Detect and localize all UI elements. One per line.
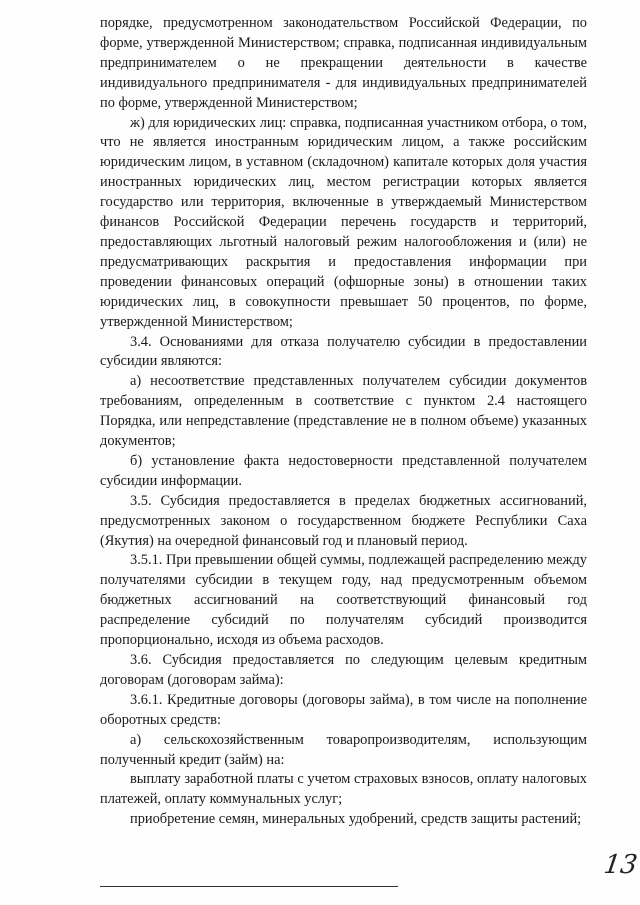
paragraph-3-4: 3.4. Основаниями для отказа получателю субсидии в предоставлении субсидии являются: bbox=[100, 333, 587, 370]
paragraph-3-5-1: 3.5.1. При превышении общей суммы, подлежащей распределению между получателями субсидии в текущем году, над предусмотренным объемом бюджетных ассигнований на соответствующий финансовый год распределение субсидий по получателям субсидий производится пропорционально, исходя из объема расходов. bbox=[100, 552, 587, 649]
paragraph-wages: выплату заработной платы с учетом страховых взносов, оплату налоговых платежей, оплату коммунальных услуг; bbox=[100, 771, 587, 808]
paragraph-zh-legal-entities: ж) для юридических лиц: справка, подписанная участником отбора, о том, что не является иностранным юридическим лицом, а также российским юридическим лицом, в уставном (складочном) капитале которых доля участия иностранных юридических лиц, местом регистрации которых является государство или территория, включенные в утверждаемый Министерством финансов Российской Федерации перечень государств и территорий, предоставляющих льготный налоговый режим налогообложения и (или) не предусматривающих раскрытия и предоставления информации при проведении финансовых операций (офшорные зоны) в отношении таких юридических лиц, в совокупности превышает 50 процентов, по форме, утвержденной Министерством; bbox=[100, 114, 587, 330]
footer-rule bbox=[100, 886, 398, 887]
paragraph-3-6-1: 3.6.1. Кредитные договоры (договоры займа), в том числе на пополнение оборотных средств: bbox=[100, 691, 587, 728]
paragraph-3-4-a: а) несоответствие представленных получателем субсидии документов требованиям, определенным в соответствие с пунктом 2.4 настоящего Порядка, или непредставление (представление не в полном объеме) указанных документов; bbox=[100, 373, 587, 450]
paragraph-3-4-b: б) установление факта недостоверности представленной получателем субсидии информации. bbox=[100, 452, 587, 489]
paragraph-seeds: приобретение семян, минеральных удобрений, средств защиты растений; bbox=[130, 811, 582, 828]
paragraph-3-6-1-a: а) сельскохозяйственным товаропроизводителям, использующим полученный кредит (займ) на: bbox=[100, 731, 587, 768]
page-number: 13 bbox=[601, 850, 640, 880]
paragraph-3-5: 3.5. Субсидия предоставляется в пределах бюджетных ассигнований, предусмотренных законом о государственном бюджете Республики Саха (Якутия) на очередной финансовый год и плановый период. bbox=[100, 492, 587, 549]
document-body bbox=[100, 14, 587, 830]
paragraph-continuation: порядке, предусмотренном законодательством Российской Федерации, по форме, утвержденной Министерством; справка, подписанная индивидуальным предпринимателем о не прекращении деятельности в качестве индивидуального предпринимателя - для индивидуальных предпринимателей по форме, утвержденной Министерством; bbox=[100, 15, 587, 111]
paragraph-3-6: 3.6. Субсидия предоставляется по следующим целевым кредитным договорам (договорам займа): bbox=[100, 652, 587, 688]
